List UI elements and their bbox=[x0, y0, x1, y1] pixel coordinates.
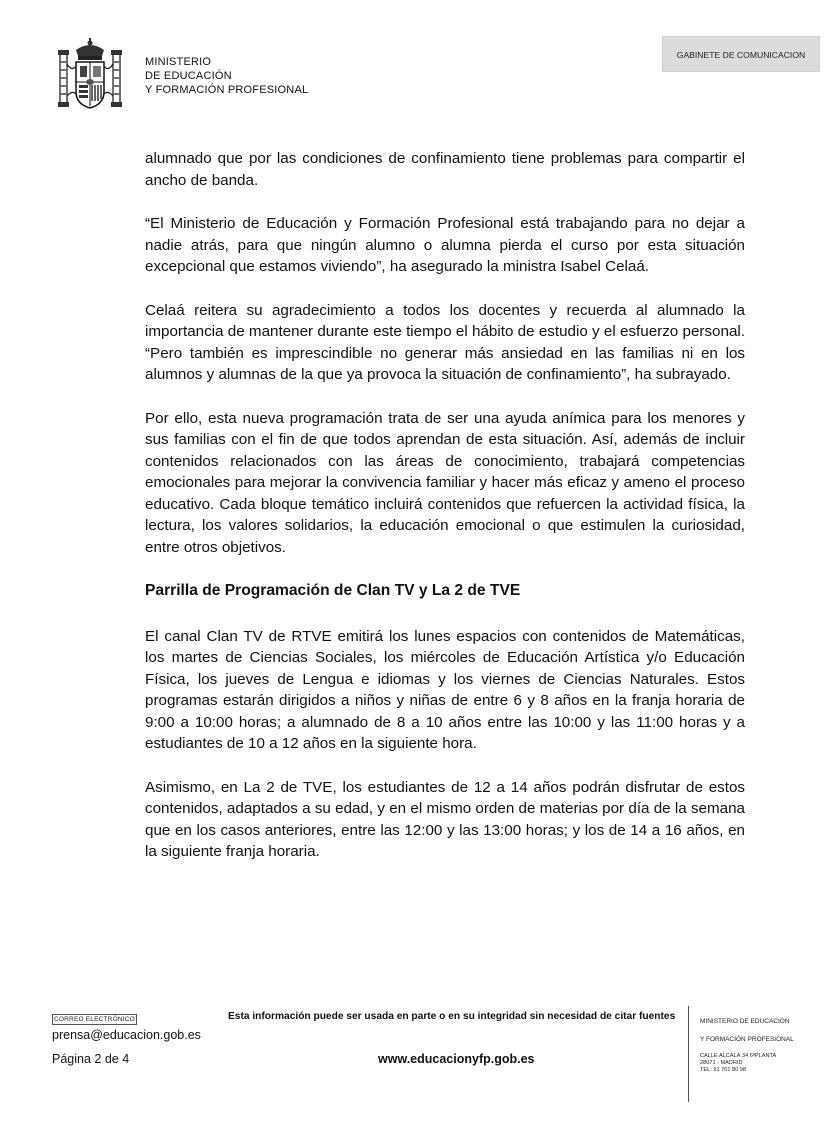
usage-notice: Esta información puede ser usada en parte o en su integridad sin necesidad de citar fuentes bbox=[228, 1011, 676, 1022]
ministry-name-line1: MINISTERIO bbox=[145, 56, 212, 68]
paragraph-3: Celaá reitera su agradecimiento a todos los docentes y recuerda al alumnado la importancia de mantener durante este tiempo el hábito de estudio y el esfuerzo personal. “Pero también es imprescindible no generar más ansiedad en las familias ni en los alumnos y alumnas de la que ya provoca la situación de confinamiento”, ha subrayado. bbox=[145, 301, 745, 383]
press-release-body bbox=[145, 148, 745, 885]
section-heading: Parrilla de Programación de Clan TV y La 2 de TVE bbox=[145, 582, 521, 599]
footer-ministry-line2: Y FORMACIÓN PROFESIONAL bbox=[700, 1036, 794, 1043]
coat-of-arms-icon bbox=[52, 36, 128, 116]
paragraph-4: Por ello, esta nueva programación trata de ser una ayuda anímica para los menores y sus familias con el fin de que todos aprendan de esta situación. Así, además de incluir contenidos relacionados con las áreas de conocimiento, trabajará competencias emocionales para mejorar la convivencia familiar y hacer más eficaz y ameno el proceso educativo. Cada bloque temático incluirá contenidos que refuercen la actividad física, la lectura, los valores solidarios, la educación emocional o que estimulen la curiosidad, entre otros objetivos. bbox=[145, 409, 745, 556]
ministry-name-line3: Y FORMACIÓN PROFESIONAL bbox=[145, 84, 309, 96]
page-number: Página 2 de 4 bbox=[52, 1052, 130, 1066]
website-link[interactable]: www.educacionyfp.gob.es bbox=[378, 1052, 535, 1066]
paragraph-1: alumnado que por las condiciones de confinamiento tiene problemas para compartir el ancho de banda. bbox=[145, 150, 745, 189]
footer-address-line2: 28071 - MADRID bbox=[700, 1060, 743, 1066]
paragraph-5: El canal Clan TV de RTVE emitirá los lunes espacios con contenidos de Matemáticas, los martes de Ciencias Sociales, los miércoles de Educación Artística y/o Educación Física, los jueves de Lengua e idiomas y los viernes de Ciencias Naturales. Estos programas estarán dirigidos a niños y niñas de entre 6 y 8 años en la franja horaria de 9:00 a 10:00 horas; a alumnado de 8 a 10 años entre las 10:00 y las 11:00 horas y a estudiantes de 10 a 12 años en la siguiente hora. bbox=[145, 627, 745, 752]
footer-address-line1: CALLE ALCALÁ 34 6ªPLANTA bbox=[700, 1053, 777, 1059]
footer-ministry-line1: MINISTERIO DE EDUCACIÓN bbox=[700, 1018, 790, 1025]
paragraph-6: Asimismo, en La 2 de TVE, los estudiantes de 12 a 14 años podrán disfrutar de estos contenidos, adaptados a su edad, y en el mismo orden de materias por día de la semana que en los casos anteriores, entre las 12:00 y las 13:00 horas; y los de 14 a 16 años, en la siguiente franja horaria. bbox=[145, 778, 745, 860]
paragraph-2: “El Ministerio de Educación y Formación Profesional está trabajando para no dejar a nadie atrás, para que ningún alumno o alumna pierda el curso por esta situación excepcional que estamos viviendo”, ha asegurado la ministra Isabel Celaá. bbox=[145, 215, 745, 275]
ministry-name-line2: DE EDUCACIÓN bbox=[145, 70, 232, 82]
ministry-name bbox=[145, 55, 308, 97]
gabinete-label: GABINETE DE COMUNICACION bbox=[662, 36, 820, 72]
email-caption: CORREO ELECTRÓNICO bbox=[54, 1016, 135, 1023]
footer-address bbox=[700, 1018, 794, 1074]
footer-address-line3: TEL: 91 701 80 98 bbox=[700, 1067, 747, 1073]
footer-divider bbox=[688, 1006, 689, 1102]
footer-contact bbox=[52, 1008, 222, 1042]
email-address[interactable]: prensa@educacion.gob.es bbox=[52, 1028, 201, 1042]
